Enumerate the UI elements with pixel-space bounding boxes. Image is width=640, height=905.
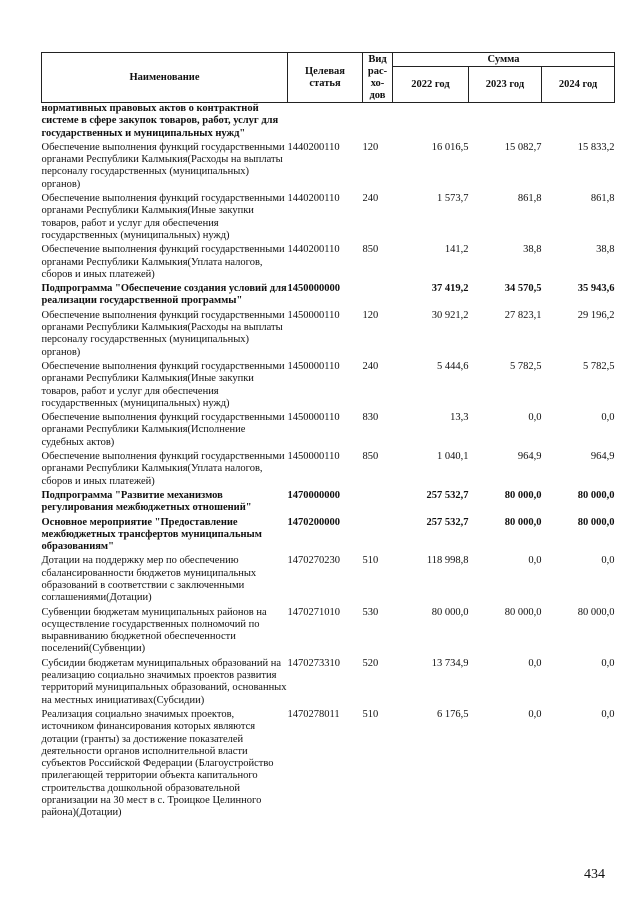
table-row	[42, 709, 615, 822]
row-2022-cell: 5 444,6	[437, 360, 469, 372]
row-name-cell: Обеспечение выполнения функций государственными органами Республики Калмыкия(Уплата налогов, сборов и иных платежей)	[41, 244, 285, 280]
row-2024-cell: 5 782,5	[583, 360, 615, 372]
row-code-cell: 1440200110	[287, 244, 340, 256]
row-vr-cell: 510	[362, 555, 379, 567]
table-row	[42, 103, 615, 142]
row-vr-cell: 120	[362, 309, 379, 321]
header-vr	[363, 53, 393, 103]
row-code-cell: 1450000110	[287, 309, 340, 321]
header-name: Наименование	[42, 53, 288, 103]
row-2024-cell: 35 943,6	[577, 283, 615, 295]
row-name-cell: Обеспечение выполнения функций государственными органами Республики Калмыкия(Исполнение судебных актов)	[41, 412, 285, 448]
row-2023-cell: 5 782,5	[510, 360, 542, 372]
table-row	[42, 412, 615, 451]
budget-table	[41, 52, 615, 822]
page-number: 434	[584, 867, 605, 882]
row-2022-cell	[393, 103, 469, 142]
row-2024-cell: 15 833,2	[577, 141, 615, 153]
row-2024-cell: 964,9	[590, 451, 615, 463]
table-row	[42, 361, 615, 412]
row-2024-cell: 80 000,0	[577, 606, 615, 618]
row-vr-cell	[363, 517, 393, 556]
table-row	[42, 283, 615, 310]
row-2024-cell: 29 196,2	[577, 309, 615, 321]
row-2022-cell: 16 016,5	[431, 141, 469, 153]
row-name-cell: Обеспечение выполнения функций государственными органами Республики Калмыкия(Иные закупки товаров, работ и услуг для обеспечения государственных (муниципальных) нужд)	[41, 360, 285, 409]
row-vr-cell: 520	[362, 657, 379, 669]
table-row	[42, 193, 615, 244]
row-code-cell: 1470000000	[287, 489, 340, 501]
header-vr-line: дов	[369, 89, 386, 101]
row-2023-cell: 964,9	[517, 451, 542, 463]
row-name-cell: Субсидии бюджетам муниципальных образований на реализацию социально значимых проектов развития территорий муниципальных образований, основанных на местных инициативах(Субсидии)	[41, 657, 287, 706]
row-2022-cell: 1 573,7	[437, 193, 469, 205]
table-row	[42, 517, 615, 556]
row-vr-cell: 240	[362, 193, 379, 205]
row-2023-cell: 80 000,0	[504, 516, 542, 528]
row-2024-cell	[542, 103, 615, 142]
row-code-cell: 1450000110	[287, 451, 340, 463]
row-vr-cell: 120	[362, 141, 379, 153]
row-2023-cell	[469, 103, 542, 142]
row-vr-cell: 510	[362, 708, 379, 720]
row-2023-cell: 27 823,1	[504, 309, 542, 321]
row-code-cell: 1470200000	[287, 516, 340, 528]
row-2024-cell: 0,0	[601, 555, 615, 567]
table-body	[42, 103, 615, 822]
table-row	[42, 244, 615, 283]
row-2022-cell: 257 532,7	[426, 489, 469, 501]
row-2023-cell: 15 082,7	[504, 141, 542, 153]
row-2023-cell: 80 000,0	[504, 606, 542, 618]
row-2022-cell: 80 000,0	[431, 606, 469, 618]
row-vr-cell	[363, 103, 393, 142]
row-name-cell: Обеспечение выполнения функций государственными органами Республики Калмыкия(Иные закупки товаров, работ и услуг для обеспечения государственных (муниципальных) нужд)	[41, 193, 285, 241]
row-2024-cell: 38,8	[596, 244, 615, 256]
table-row	[42, 142, 615, 193]
table-row	[42, 658, 615, 709]
table-row	[42, 555, 615, 606]
row-2022-cell: 13 734,9	[431, 657, 469, 669]
table-header	[42, 53, 615, 103]
row-code-cell: 1450000000	[287, 283, 340, 295]
header-vr-line: рас-	[367, 65, 388, 77]
row-vr-cell: 530	[362, 606, 379, 618]
row-name-cell: Обеспечение выполнения функций государственными органами Республики Калмыкия(Уплата налогов, сборов и иных платежей)	[41, 451, 285, 487]
row-vr-cell: 850	[362, 244, 379, 256]
row-2024-cell: 0,0	[601, 412, 615, 424]
row-2022-cell: 30 921,2	[431, 309, 469, 321]
table-row	[42, 607, 615, 658]
row-2023-cell: 0,0	[528, 657, 542, 669]
row-code-cell: 1440200110	[287, 193, 340, 205]
row-2023-cell: 0,0	[528, 412, 542, 424]
table-row	[42, 451, 615, 490]
row-2023-cell: 80 000,0	[504, 489, 542, 501]
row-vr-cell: 240	[362, 360, 379, 372]
row-name-cell: Подпрограмма "Обеспечение создания условий для реализации государственной программы"	[41, 283, 287, 307]
header-year-2024: 2024 год	[542, 67, 615, 103]
row-2023-cell: 0,0	[528, 708, 542, 720]
row-2022-cell: 37 419,2	[431, 283, 469, 295]
row-code-cell: 1470278011	[287, 708, 340, 720]
row-code-cell: 1440200110	[287, 141, 340, 153]
table-row	[42, 490, 615, 517]
row-vr-cell	[363, 490, 393, 517]
row-code-cell: 1450000110	[287, 360, 340, 372]
row-name-cell: Реализация социально значимых проектов, источником финансирования которых являются дотации (гранты) за достижение показателей деятельности органов исполнительной власти субъектов Российской Федерации (Благоустройство прилегающей территории объекта капитального строительства дошкольной образовательной организации на 30 мест в с. Троицкое Целинного района)(Дотации)	[41, 708, 274, 819]
row-code-cell: 1450000110	[287, 412, 340, 424]
row-2022-cell: 257 532,7	[426, 516, 469, 528]
row-2022-cell: 13,3	[450, 412, 469, 424]
row-2024-cell: 80 000,0	[577, 516, 615, 528]
header-vr-line: Вид	[368, 53, 387, 65]
row-name-cell: Обеспечение выполнения функций государственными органами Республики Калмыкия(Расходы на выплаты персоналу государственных (муниципальных) органов)	[41, 141, 285, 190]
row-code-cell: 1470273310	[287, 657, 340, 669]
row-vr-cell: 850	[362, 451, 379, 463]
row-2024-cell: 0,0	[601, 657, 615, 669]
row-code-cell: 1470270230	[287, 555, 340, 567]
row-name-cell: Дотации на поддержку мер по обеспечению сбалансированности бюджетов муниципальных образований в соответствии с заключенными соглашениями(Дотации)	[41, 555, 257, 604]
header-year-2023: 2023 год	[469, 67, 542, 103]
row-2023-cell: 38,8	[523, 244, 542, 256]
row-2024-cell: 80 000,0	[577, 489, 615, 501]
row-2023-cell: 34 570,5	[504, 283, 542, 295]
header-code: Целевая статья	[288, 53, 363, 103]
row-2023-cell: 861,8	[517, 193, 542, 205]
row-code-cell	[288, 103, 363, 142]
header-year-2022: 2022 год	[393, 67, 469, 103]
row-name-cell: нормативных правовых актов о контрактной системе в сфере закупок товаров, работ, услуг для государственных и муниципальных нужд"	[41, 103, 279, 139]
row-code-cell: 1470271010	[287, 606, 340, 618]
row-vr-cell	[363, 283, 393, 310]
header-sum: Сумма	[393, 53, 615, 67]
row-2024-cell: 861,8	[590, 193, 615, 205]
row-2022-cell: 118 998,8	[426, 555, 469, 567]
table-row	[42, 310, 615, 361]
row-name-cell: Субвенции бюджетам муниципальных районов на осуществление государственных полномочий по выравниванию бюджетной обеспеченности поселений(Субвенции)	[41, 606, 267, 655]
row-2022-cell: 6 176,5	[437, 708, 469, 720]
row-2022-cell: 1 040,1	[437, 451, 469, 463]
row-2022-cell: 141,2	[444, 244, 469, 256]
row-2023-cell: 0,0	[528, 555, 542, 567]
row-name-cell: Основное мероприятие "Предоставление межбюджетных трансфертов муниципальным образованиям"	[41, 516, 262, 553]
row-name-cell: Подпрограмма "Развитие механизмов регулирования межбюджетных отношений"	[41, 489, 252, 514]
row-2024-cell: 0,0	[601, 708, 615, 720]
row-vr-cell: 830	[362, 412, 379, 424]
header-vr-line: хо-	[370, 77, 385, 89]
row-name-cell: Обеспечение выполнения функций государственными органами Республики Калмыкия(Расходы на выплаты персоналу государственных (муниципальных) органов)	[41, 309, 285, 358]
